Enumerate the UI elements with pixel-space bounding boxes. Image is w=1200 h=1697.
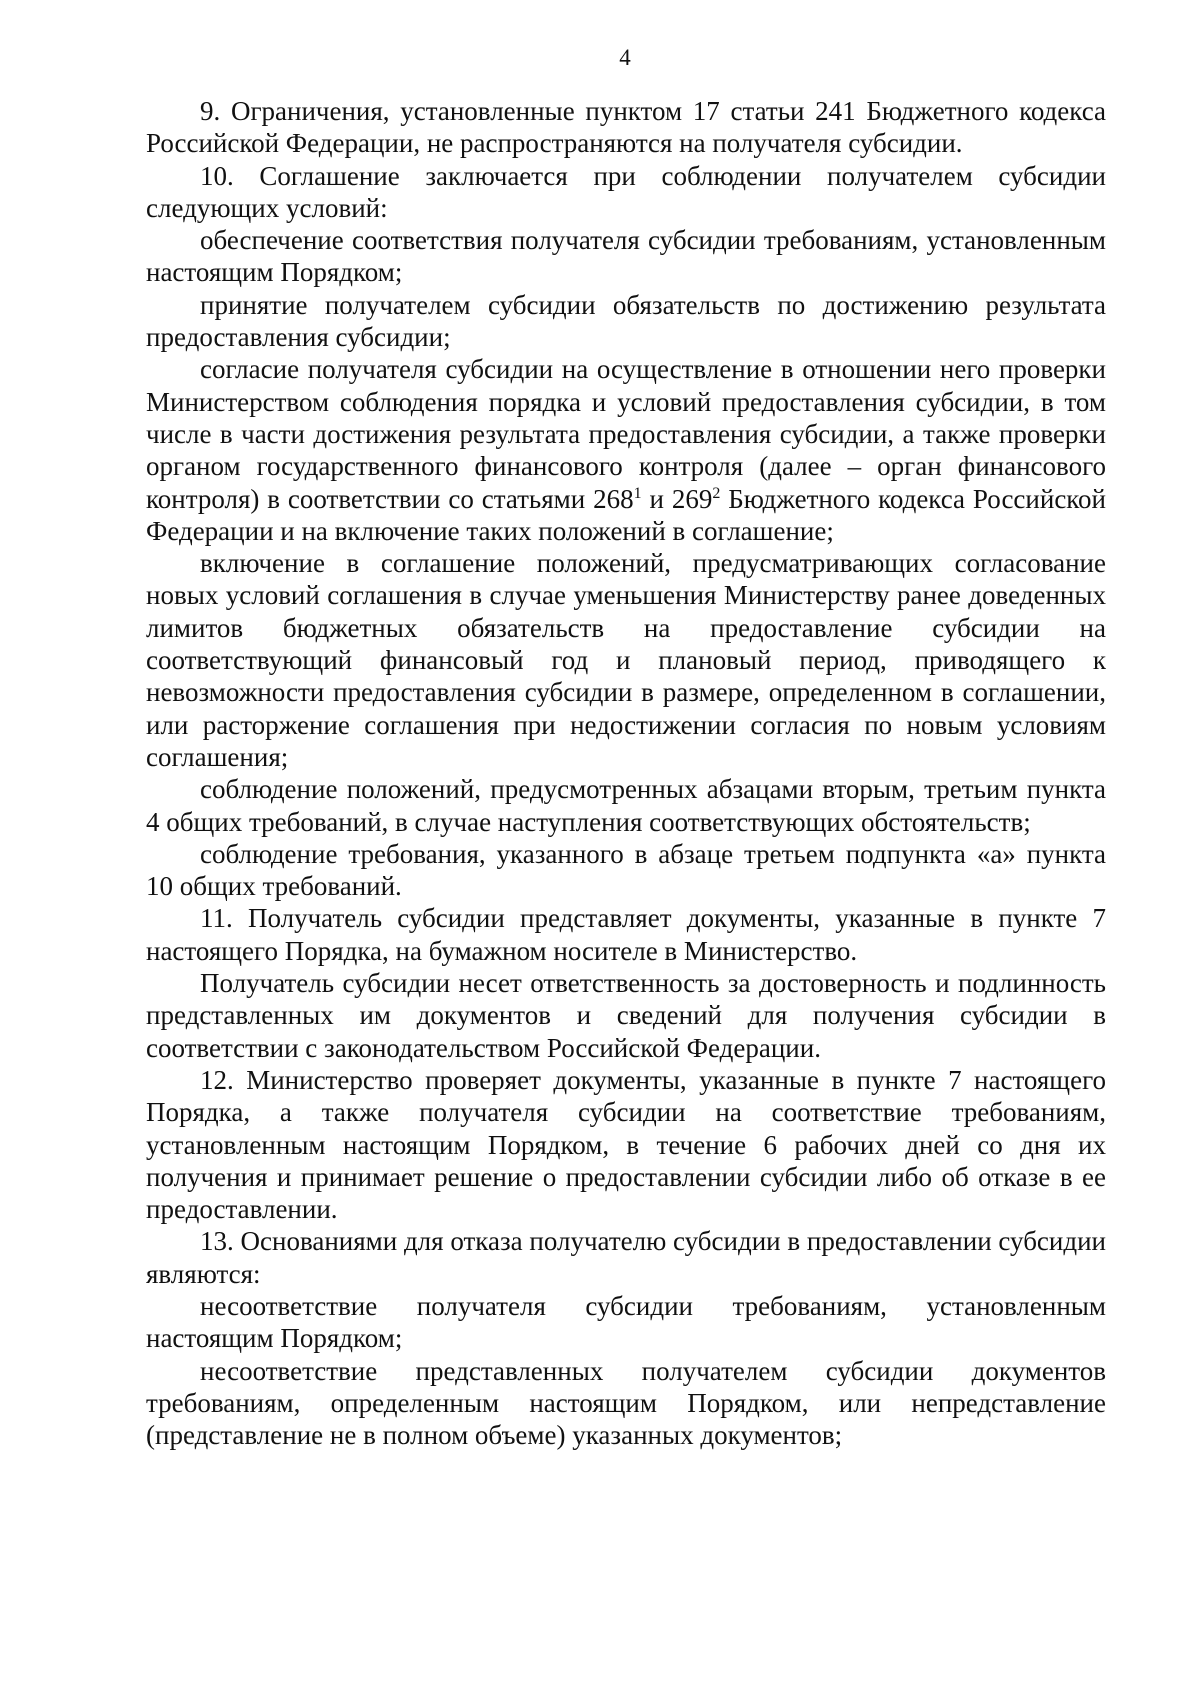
paragraph-12: 12. Министерство проверяет документы, указанные в пункте 7 настоящего Порядка, а также получателя субсидии на соответствие требованиям, установленным настоящим Порядком, в течение 6 рабочих дней со дня их получения и принимает решение о предоставлении субсидии либо об отказе в ее предоставлении. (146, 1064, 1106, 1225)
paragraph-11: 11. Получатель субсидии представляет документы, указанные в пункте 7 настоящего Порядка, на бумажном носителе в Министерство. (146, 903, 1106, 966)
paragraph-9: 9. Ограничения, установленные пунктом 17 статьи 241 Бюджетного кодекса Российской Федерации, не распространяются на получателя субсидии. (146, 96, 1106, 159)
paragraph-10: 10. Соглашение заключается при соблюдении получателем субсидии следующих условий: (146, 160, 1106, 223)
document-body (146, 95, 1106, 1451)
condition-obligations: принятие получателем субсидии обязательств по достижению результата предоставления субсидии; (146, 289, 1106, 353)
condition-new-terms: включение в соглашение положений, предусматривающих согласование новых условий соглашения в случае уменьшения Министерству ранее доведенных лимитов бюджетных обязательств на предоставление субсидии на соответствующий финансовый год и плановый период, приводящего к невозможности предоставления субсидии в размере, определенном в соглашении, или расторжение соглашения при недостижении согласия по новым условиям соглашения; (146, 548, 1106, 772)
paragraph-11-responsibility: Получатель субсидии несет ответственность за достоверность и подлинность представленных им документов и сведений для получения субсидии в соответствии с законодательством Российской Федерации. (146, 968, 1106, 1063)
condition-requirement: соблюдение требования, указанного в абзаце третьем подпункта «а» пункта 10 общих требований. (146, 838, 1106, 902)
paragraph-13: 13. Основаниями для отказа получателю субсидии в предоставлении субсидии являются: (146, 1226, 1106, 1289)
page-number: 4 (619, 45, 631, 70)
consent-text-middle: и 269 (641, 483, 713, 514)
refusal-ground-documents: несоответствие представленных получателем субсидии документов требованиям, определенным настоящим Порядком, или непредставление (представление не в полном объеме) указанных документов; (146, 1355, 1106, 1451)
superscript-2: 2 (712, 484, 721, 502)
superscript-1: 1 (633, 484, 642, 502)
condition-provisions: соблюдение положений, предусмотренных абзацами вторым, третьим пункта 4 общих требований, в случае наступления соответствующих обстоятельств; (146, 774, 1106, 837)
consent-text-after: Бюджетного кодекса Российской Федерации и на включение таких положений в соглашение; (146, 483, 1106, 546)
consent-text-before: согласие получателя субсидии на осуществление в отношении него проверки Министерством соблюдения порядка и условий предоставления субсидии, в том числе в части достижения результата предоставления субсидии, а также проверки органом государственного финансового контроля (далее – орган финансового контроля) в соответствии со статьями 268 (146, 354, 1106, 514)
condition-consent (146, 353, 1106, 547)
refusal-ground-noncompliance: несоответствие получателя субсидии требованиям, установленным настоящим Порядком; (146, 1290, 1106, 1354)
condition-compliance: обеспечение соответствия получателя субсидии требованиям, установленным настоящим Порядком; (146, 225, 1106, 288)
